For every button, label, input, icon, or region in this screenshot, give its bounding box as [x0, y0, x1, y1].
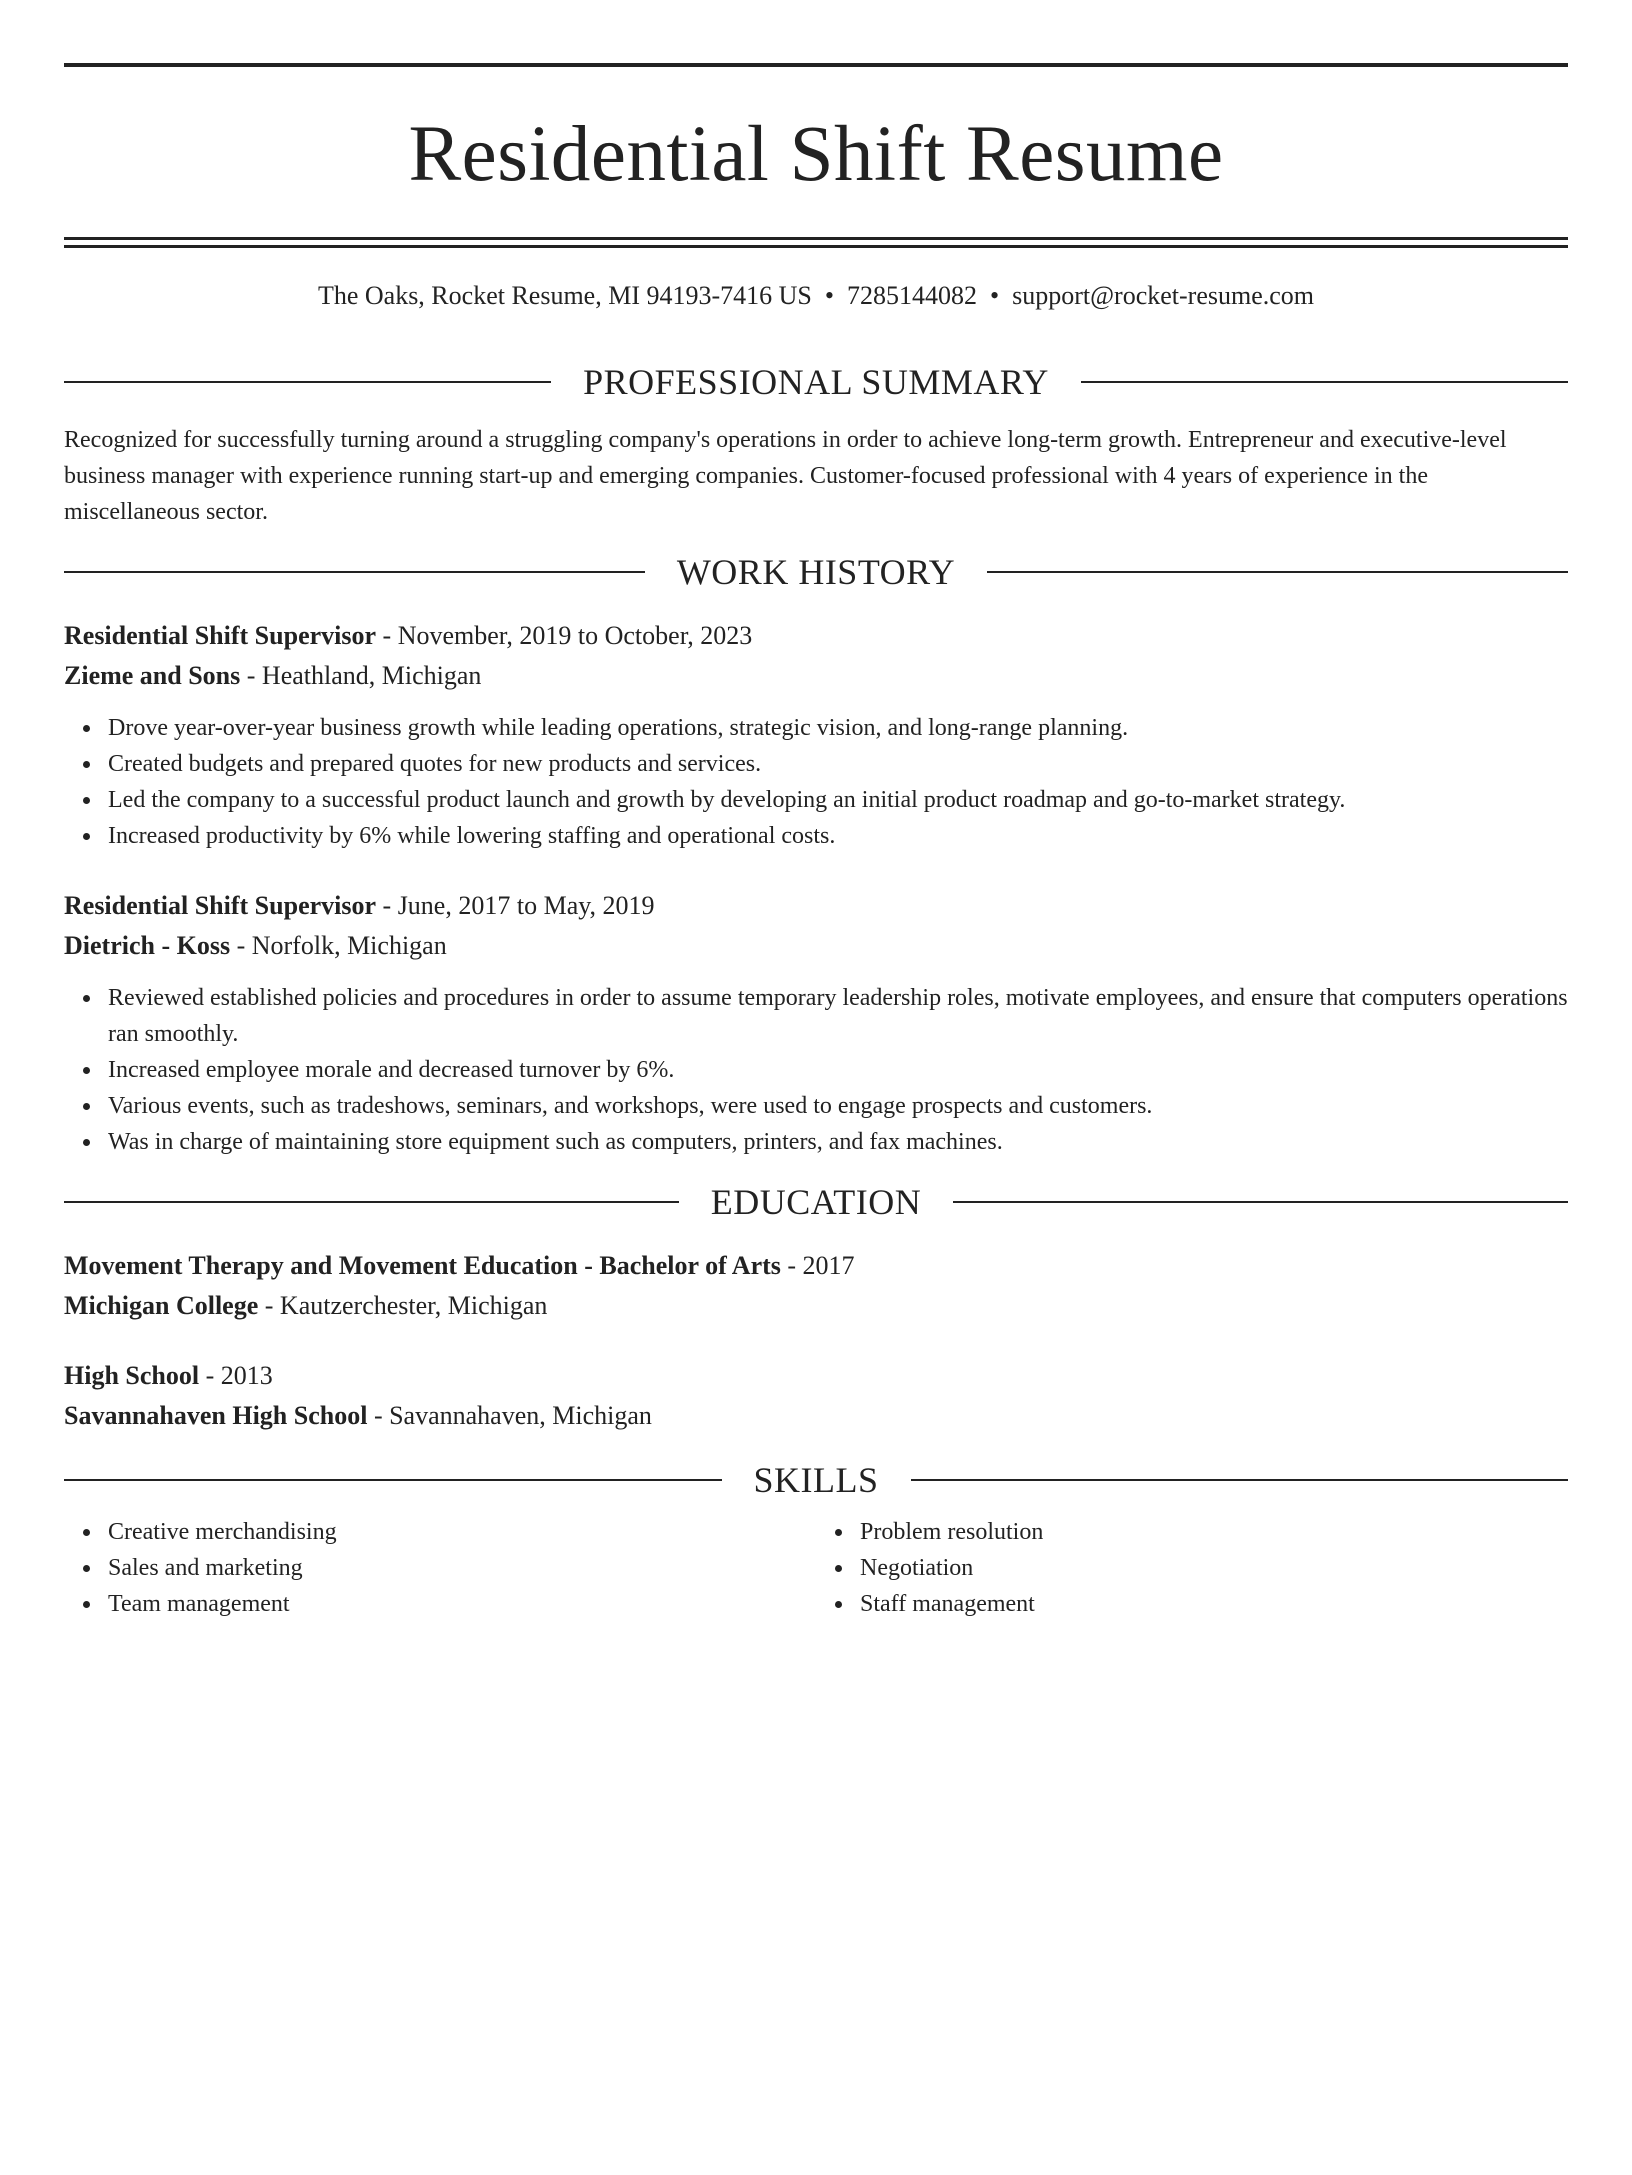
company-location: - Heathland, Michigan: [240, 661, 482, 690]
heading-rule-left: [64, 1201, 679, 1203]
list-item: Various events, such as tradeshows, seminars, and workshops, were used to engage prospects and customers.: [108, 1088, 1568, 1124]
company-location: - Norfolk, Michigan: [230, 931, 447, 960]
contact-line: [64, 280, 1568, 312]
school-name: Michigan College: [64, 1291, 259, 1320]
list-item: Problem resolution: [860, 1514, 1568, 1550]
list-item: Increased employee morale and decreased turnover by 6%.: [108, 1052, 1568, 1088]
heading-rule-right: [987, 571, 1568, 573]
degree-name: High School: [64, 1361, 200, 1390]
section-heading-skills: [64, 1458, 1568, 1502]
contact-separator: •: [824, 281, 834, 310]
list-item: Led the company to a successful product launch and growth by developing an initial product roadmap and go-to-market strategy.: [108, 782, 1568, 818]
section-title: SKILLS: [753, 1460, 879, 1500]
job-dates: - November, 2019 to October, 2023: [376, 621, 753, 650]
section-title: PROFESSIONAL SUMMARY: [583, 362, 1049, 402]
work-entry: [64, 886, 1568, 1160]
list-item: Was in charge of maintaining store equipment such as computers, printers, and fax machines.: [108, 1124, 1568, 1160]
section-title: WORK HISTORY: [676, 552, 956, 592]
section-heading-work: [64, 550, 1568, 594]
degree-year: - 2017: [780, 1251, 855, 1280]
school-line: [64, 1286, 1568, 1326]
skills-list-right: [816, 1514, 1568, 1622]
school-name: Savannahaven High School: [64, 1401, 368, 1430]
resume-name: Residential Shift Resume: [408, 111, 1224, 198]
heading-rule-right: [911, 1479, 1569, 1481]
education-entry: [64, 1356, 1568, 1436]
top-rule: [64, 63, 1568, 67]
education-entry: [64, 1246, 1568, 1326]
school-location: - Kautzerchester, Michigan: [258, 1291, 548, 1320]
company-line: [64, 656, 1568, 696]
resume-page: [0, 63, 1632, 2175]
list-item: Negotiation: [860, 1550, 1568, 1586]
list-item: Creative merchandising: [108, 1514, 816, 1550]
heading-rule-left: [64, 381, 551, 383]
work-entry: [64, 616, 1568, 854]
job-title-line: [64, 886, 1568, 926]
company-name: Dietrich - Koss: [64, 931, 231, 960]
heading-rule-right: [953, 1201, 1568, 1203]
list-item: Created budgets and prepared quotes for new products and services.: [108, 746, 1568, 782]
job-dates: - June, 2017 to May, 2019: [376, 891, 655, 920]
degree-name: Movement Therapy and Movement Education - Bachelor of Arts: [64, 1251, 781, 1280]
section-title: EDUCATION: [710, 1182, 922, 1222]
section-heading-education: [64, 1180, 1568, 1224]
contact-phone: 7285144082: [847, 281, 977, 310]
contact-email: support@rocket-resume.com: [1012, 281, 1315, 310]
school-line: [64, 1396, 1568, 1436]
skills-list-left: [64, 1514, 816, 1622]
degree-line: [64, 1356, 1568, 1396]
company-line: [64, 926, 1568, 966]
heading-rule-right: [1081, 381, 1568, 383]
degree-line: [64, 1246, 1568, 1286]
school-location: - Savannahaven, Michigan: [367, 1401, 652, 1430]
contact-address: The Oaks, Rocket Resume, MI 94193-7416 US: [317, 281, 812, 310]
job-title: Residential Shift Supervisor: [64, 891, 377, 920]
skills-columns: [64, 1514, 1568, 1622]
job-bullets: [64, 710, 1568, 854]
section-heading-summary: [64, 360, 1568, 404]
header-double-rule: [64, 237, 1568, 248]
heading-rule-left: [64, 1479, 722, 1481]
list-item: Staff management: [860, 1586, 1568, 1622]
list-item: Drove year-over-year business growth while leading operations, strategic vision, and long-range planning.: [108, 710, 1568, 746]
heading-rule-left: [64, 571, 645, 573]
company-name: Zieme and Sons: [64, 661, 241, 690]
summary-text: Recognized for successfully turning around a struggling company's operations in order to achieve long-term growth. Entrepreneur and executive-level business manager with experience running start-up and emerging companies. Customer-focused professional with 4 years of experience in the miscellaneous sector.: [64, 427, 1507, 525]
list-item: Team management: [108, 1586, 816, 1622]
job-title-line: [64, 616, 1568, 656]
list-item: Reviewed established policies and procedures in order to assume temporary leadership roles, motivate employees, and ensure that computers operations ran smoothly.: [108, 980, 1568, 1052]
job-title: Residential Shift Supervisor: [64, 621, 377, 650]
job-bullets: [64, 980, 1568, 1160]
degree-year: - 2013: [199, 1361, 273, 1390]
contact-separator: •: [990, 281, 1000, 310]
list-item: Sales and marketing: [108, 1550, 816, 1586]
list-item: Increased productivity by 6% while lowering staffing and operational costs.: [108, 818, 1568, 854]
